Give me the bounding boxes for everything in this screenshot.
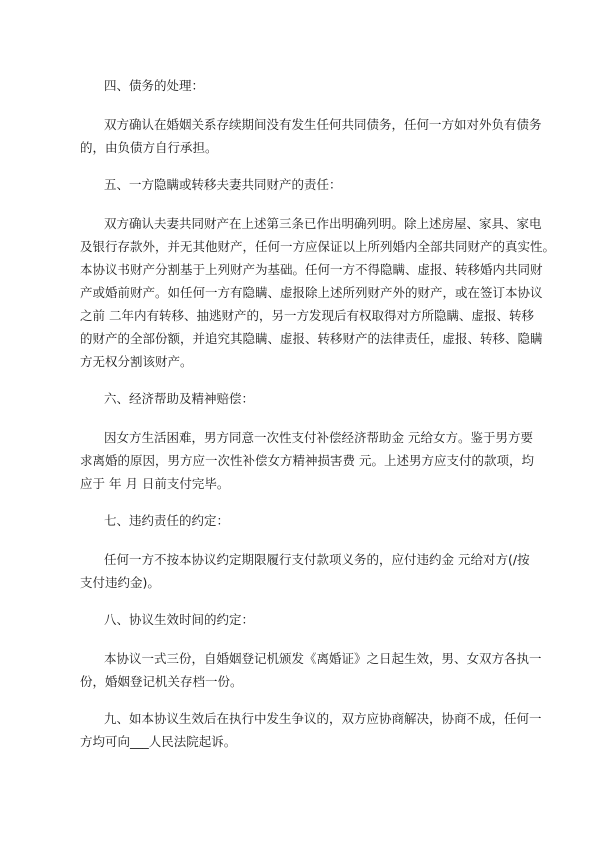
paragraph-line: 本协议书财产分割基于上列财产为基础。任何一方不得隐瞒、虚报、转移婚内共同财 bbox=[80, 262, 543, 277]
section-heading-breach: 七、违约责任的约定： bbox=[104, 513, 230, 528]
paragraph-line: 双方确认夫妻共同财产在上述第三条已作出明确列明。除上述房屋、家具、家电 bbox=[104, 216, 542, 231]
paragraph-line: 求离婚的原因，男方应一次性补偿女方精神损害费 元。上述男方应支付的款项，均 bbox=[80, 453, 534, 468]
final-clause-line: 方均可向___人民法院起诉。 bbox=[80, 734, 237, 749]
paragraph-line: 的，由负债方自行承担。 bbox=[80, 140, 218, 155]
paragraph-line: 产或婚前财产。如任何一方有隐瞒、虚报除上述所列财产外的财产，或在签订本协议 bbox=[80, 285, 543, 300]
section-heading-effective-date: 八、协议生效时间的约定： bbox=[104, 612, 255, 627]
section-heading-compensation: 六、经济帮助及精神赔偿： bbox=[104, 391, 255, 406]
paragraph-line: 因女方生活困难，男方同意一次性支付补偿经济帮助金 元给女方。鉴于男方要 bbox=[104, 430, 533, 445]
paragraph-line: 双方确认在婚姻关系存续期间没有发生任何共同债务，任何一方如对外负有债务 bbox=[104, 117, 542, 132]
section-heading-debts: 四、债务的处理： bbox=[104, 78, 205, 93]
paragraph-line: 之前 二年内有转移、抽逃财产的，另一方发现后有权取得对方所隐瞒、虚报、转移 bbox=[80, 308, 534, 323]
paragraph-line: 份，婚姻登记机关存档一份。 bbox=[80, 674, 243, 689]
section-heading-concealment: 五、一方隐瞒或转移夫妻共同财产的责任： bbox=[104, 177, 342, 192]
paragraph-line: 应于 年 月 日前支付完毕。 bbox=[80, 476, 230, 491]
paragraph-line: 支付违约金)。 bbox=[80, 575, 160, 590]
paragraph-line: 本协议一式三份，自婚姻登记机颁发《离婚证》之日起生效，男、女双方各执一 bbox=[104, 651, 542, 666]
paragraph-line: 的财产的全部份额，并追究其隐瞒、虚报、转移财产的法律责任，虚报、转移、隐瞒 bbox=[80, 331, 543, 346]
paragraph-line: 方无权分割该财产。 bbox=[80, 354, 193, 369]
paragraph-line: 任何一方不按本协议约定期限履行支付款项义务的，应付违约金 元给对方(/按 bbox=[104, 552, 530, 567]
paragraph-line: 及银行存款外，并无其他财产，任何一方应保证以上所列婚内全部共同财产的真实性。 bbox=[80, 239, 556, 254]
final-clause-line: 九、如本协议生效后在执行中发生争议的，双方应协商解决，协商不成，任何一 bbox=[104, 711, 542, 726]
